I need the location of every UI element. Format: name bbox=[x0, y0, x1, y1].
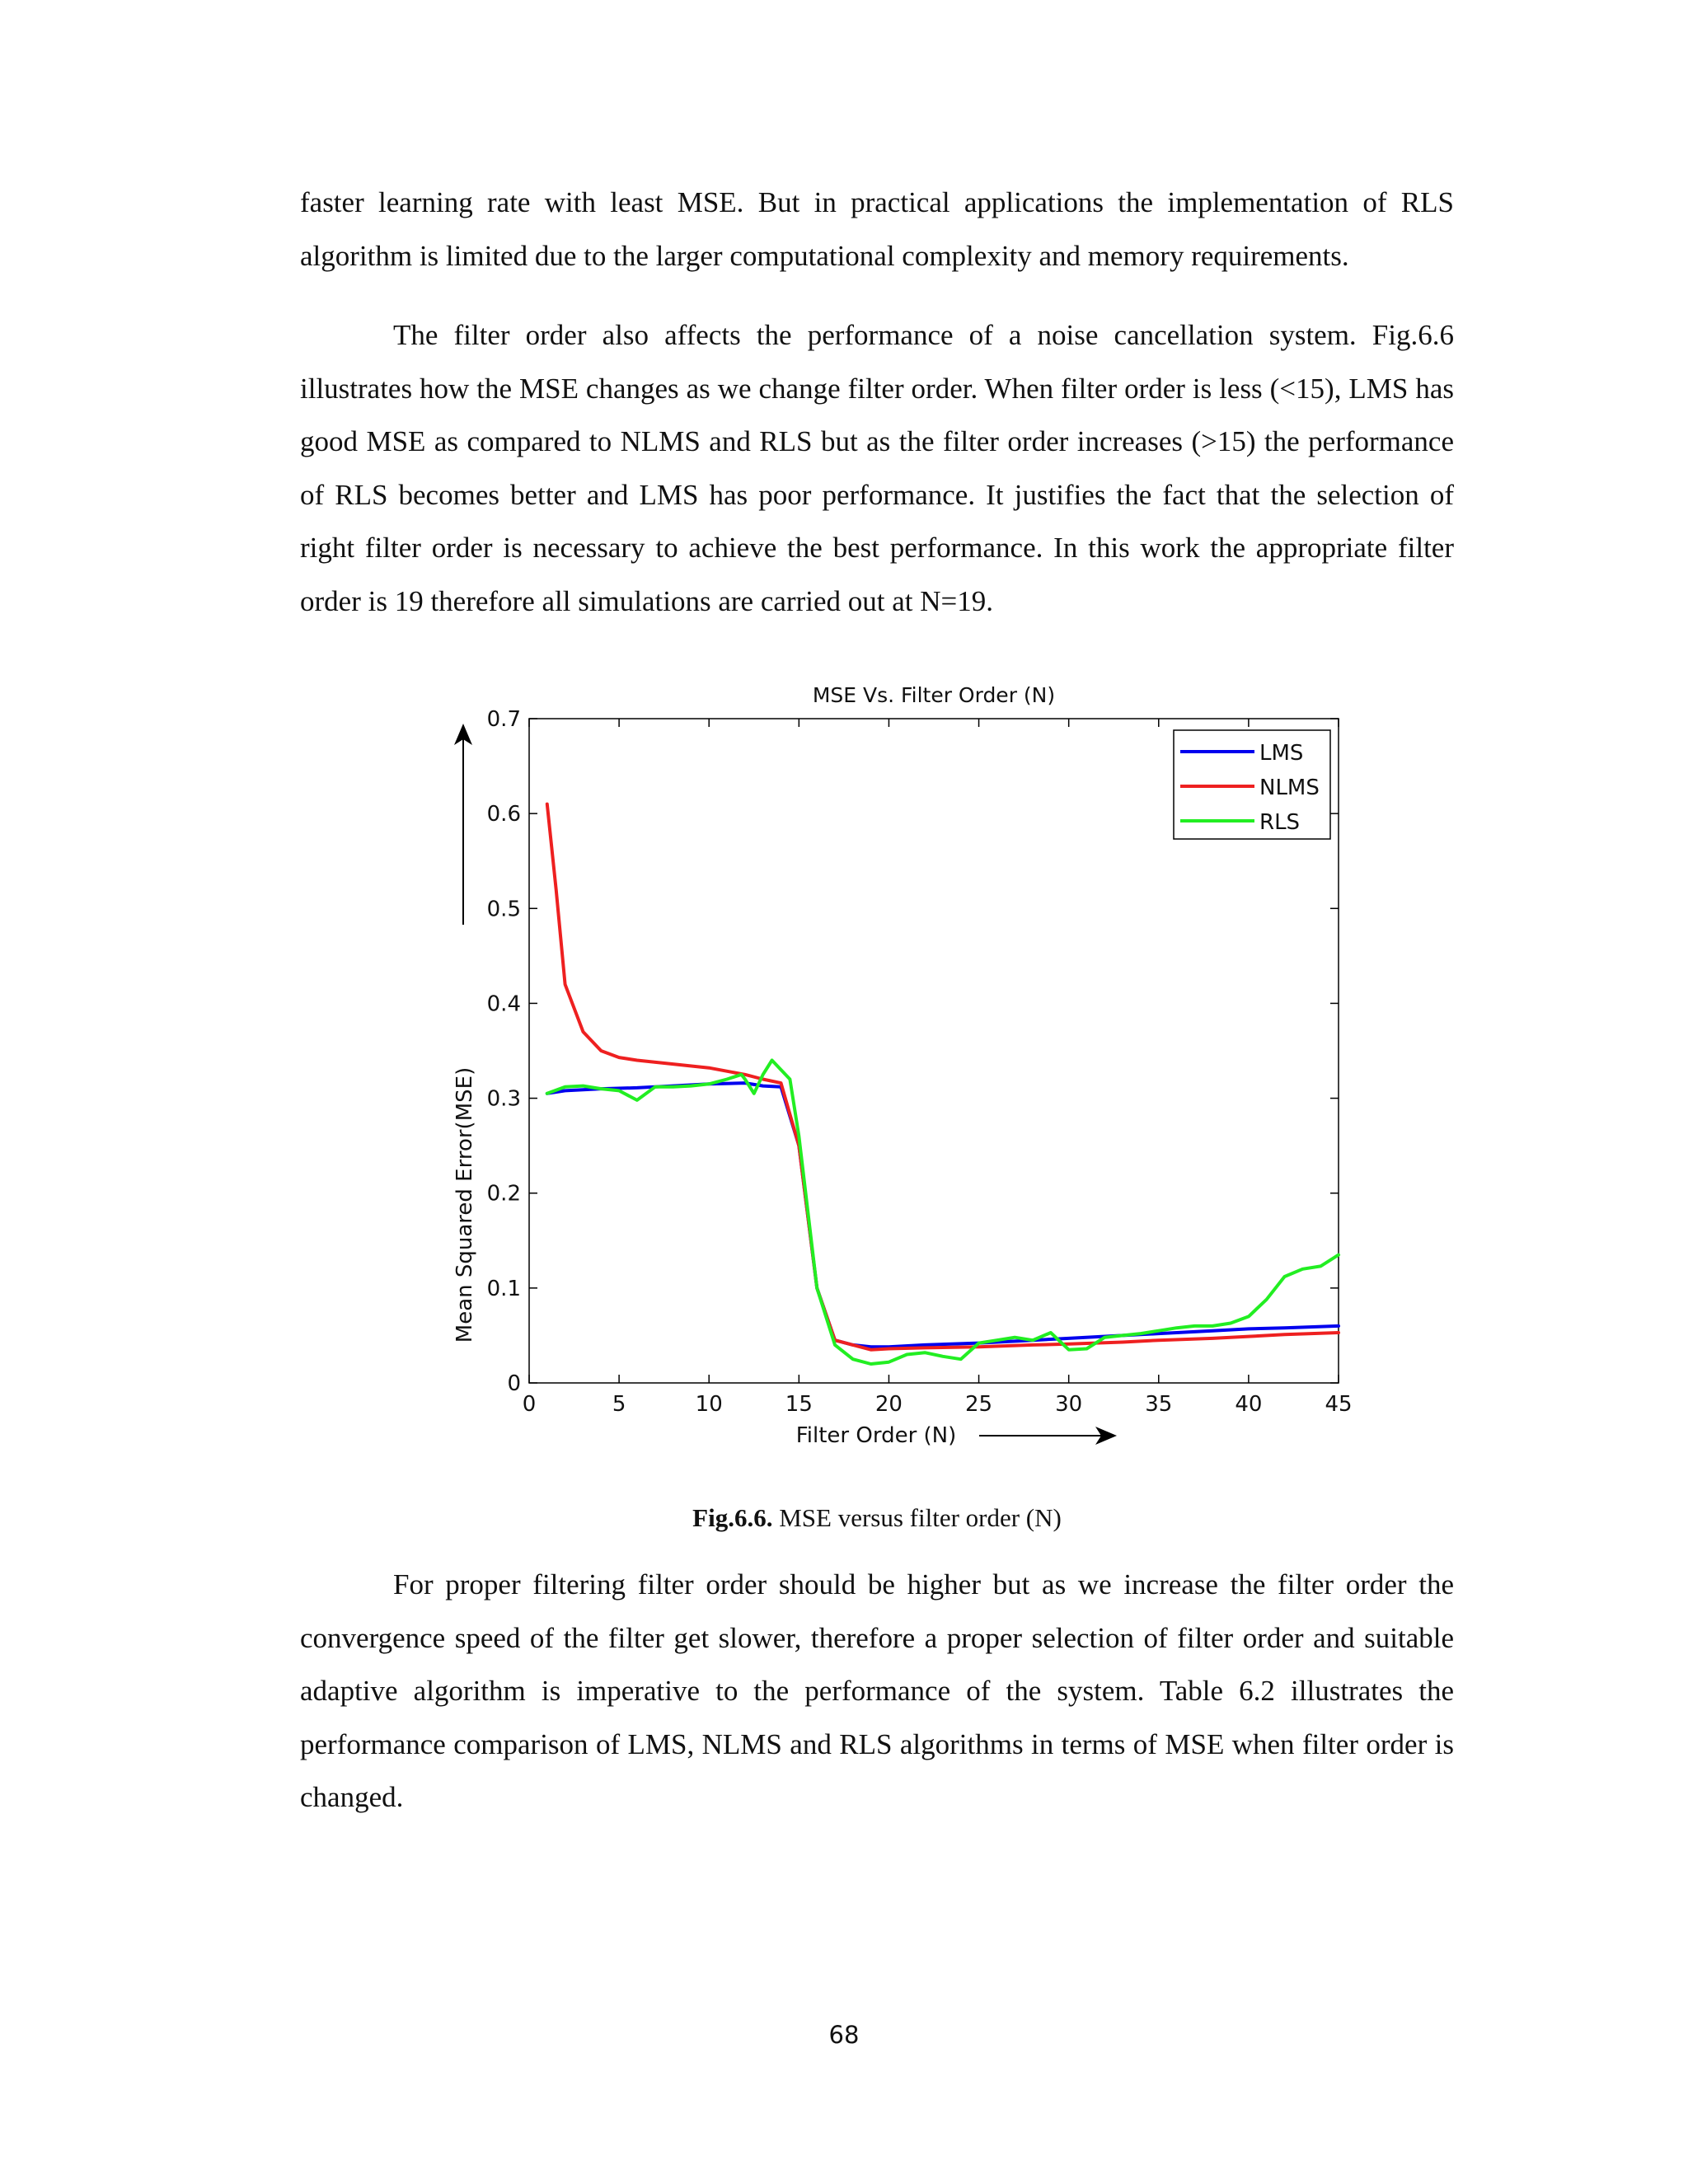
x-tick-label: 0 bbox=[522, 1392, 537, 1417]
y-tick-label: 0.3 bbox=[486, 1086, 521, 1112]
legend-label-nlms: NLMS bbox=[1259, 776, 1320, 800]
legend-label-rls: RLS bbox=[1259, 810, 1301, 835]
y-tick-label: 0.2 bbox=[486, 1181, 521, 1207]
paragraph-1: faster learning rate with least MSE. But in practical applications the implementation of RLS algorithm is limited due to the larger computational complexity and memory requirements. bbox=[300, 186, 1454, 272]
y-tick-label: 0 bbox=[507, 1371, 521, 1396]
figure-mse-vs-filter-order bbox=[445, 672, 1360, 1471]
x-tick-label: 20 bbox=[874, 1392, 903, 1417]
x-tick-label: 5 bbox=[612, 1392, 626, 1417]
x-tick-label: 25 bbox=[965, 1392, 993, 1417]
chart-title: MSE Vs. Filter Order (N) bbox=[812, 683, 1056, 707]
y-tick-label: 0.5 bbox=[486, 897, 521, 922]
legend-label-lms: LMS bbox=[1259, 741, 1304, 766]
y-tick-label: 0.4 bbox=[486, 991, 521, 1017]
x-tick-label: 45 bbox=[1325, 1392, 1353, 1417]
x-tick-label: 35 bbox=[1145, 1392, 1173, 1417]
x-axis-label: Filter Order (N) bbox=[795, 1423, 957, 1448]
x-tick-label: 10 bbox=[695, 1392, 723, 1417]
caption-text: MSE versus filter order (N) bbox=[772, 1503, 1062, 1532]
y-tick-label: 0.6 bbox=[486, 802, 521, 827]
y-tick-label: 0.1 bbox=[486, 1276, 521, 1301]
figure-caption bbox=[300, 1502, 1454, 1535]
caption-label: Fig.6.6. bbox=[692, 1503, 773, 1532]
mse-chart bbox=[445, 672, 1360, 1471]
y-tick-label: 0.7 bbox=[486, 707, 521, 732]
x-tick-label: 30 bbox=[1055, 1392, 1083, 1417]
page-number: 68 bbox=[828, 2021, 860, 2049]
x-tick-label: 40 bbox=[1235, 1392, 1263, 1417]
paragraph-2: The filter order also affects the performance of a noise cancellation system. Fig.6.6 illustrates how the MSE changes as we change filter order. When filter order is less (<15), LMS has good MSE as compared to NLMS and RLS but as the filter order increases (>15) the performance of RLS becomes better and LMS has poor performance. It justifies the fact that the selection of right filter order is necessary to achieve the best performance. In this work the appropriate filter order is 19 therefore all simulations are carried out at N=19. bbox=[300, 319, 1454, 617]
y-axis-label: Mean Squared Error(MSE) bbox=[452, 1066, 477, 1343]
x-tick-label: 15 bbox=[785, 1392, 813, 1417]
paragraph-3: For proper filtering filter order should be higher but as we increase the filter order the convergence speed of the filter get slower, therefore a proper selection of filter order and suitable adaptive algorithm is imperative to the performance of the system. Table 6.2 illustrates the performance comparison of LMS, NLMS and RLS algorithms in terms of MSE when filter order is changed. bbox=[300, 1568, 1454, 1813]
